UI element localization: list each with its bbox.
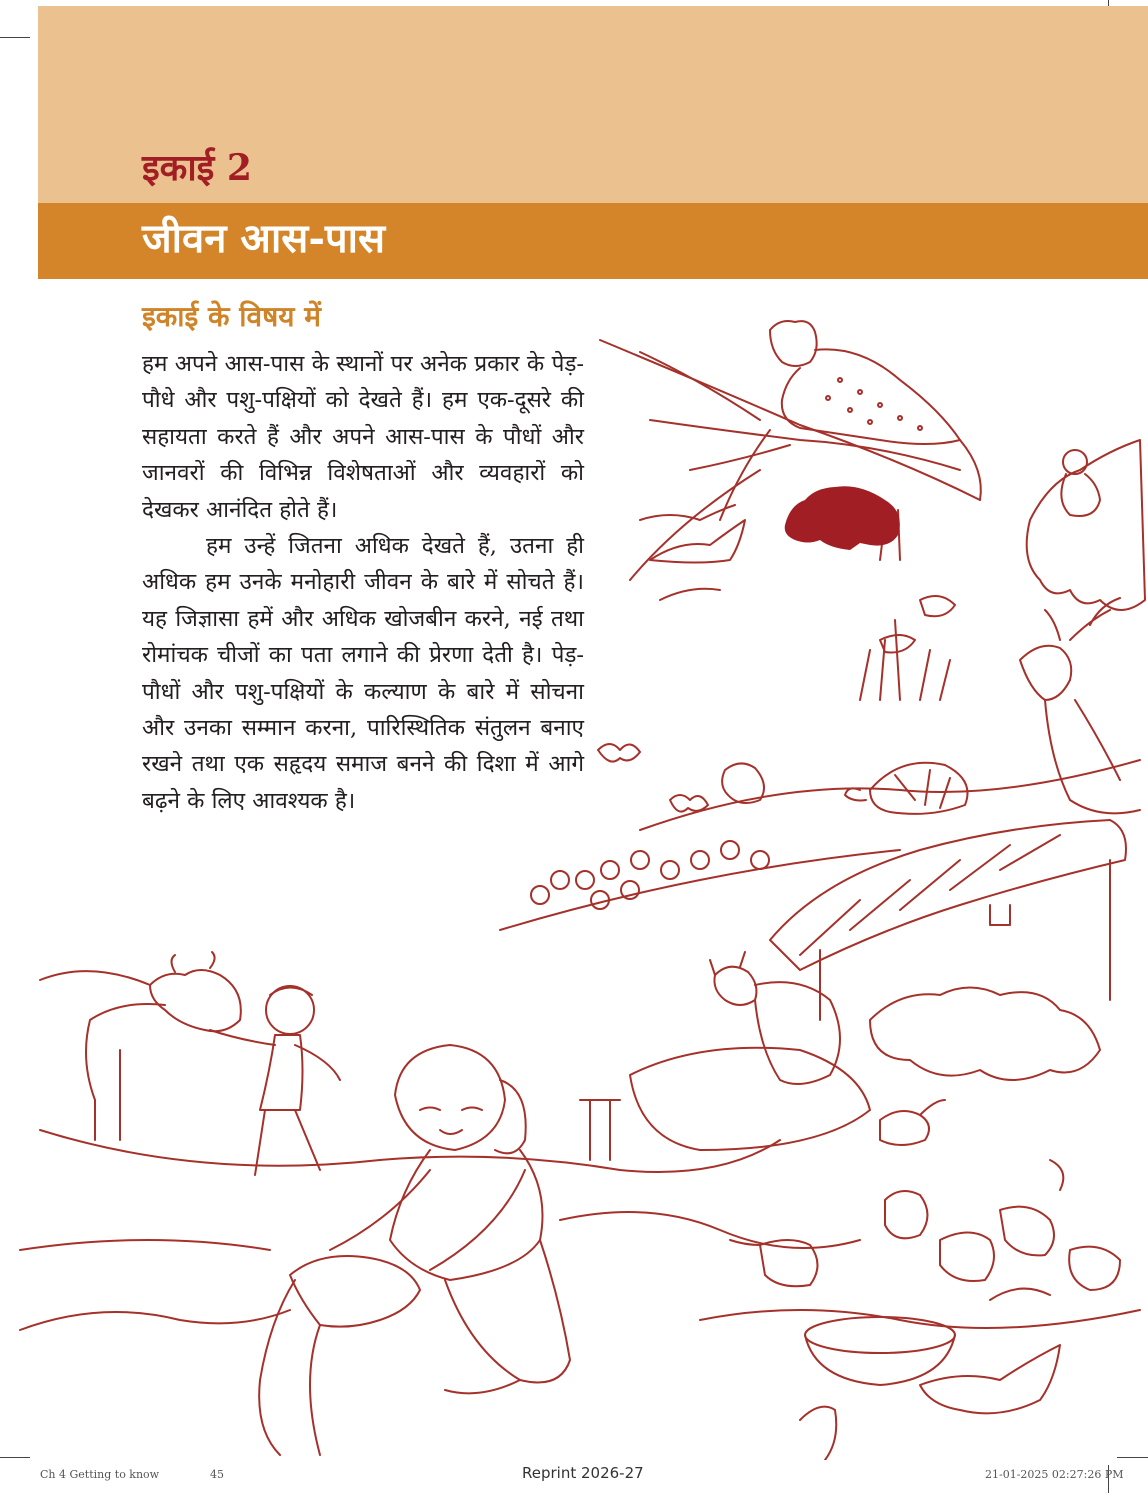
butterfly [670, 795, 708, 812]
rock [630, 1048, 870, 1150]
dog [20, 1256, 420, 1455]
butterfly [598, 744, 640, 762]
ground [20, 1240, 270, 1250]
body-text [142, 346, 584, 819]
tree-branch [690, 445, 790, 470]
hill [640, 760, 1140, 830]
fence [580, 1100, 620, 1160]
unit-title: जीवन आस-पास [142, 215, 386, 262]
yak [785, 486, 900, 550]
pecking-birds [730, 1100, 1120, 1290]
tree-branch [640, 352, 760, 420]
ground [560, 1212, 860, 1248]
deer [1020, 598, 1140, 813]
hut [770, 820, 1126, 1020]
leopard [770, 321, 981, 500]
bush [870, 988, 1100, 1081]
monkey [1061, 450, 1100, 516]
reprint-notice: Reprint 2026-27 [522, 1464, 644, 1482]
flowers [531, 841, 769, 909]
tree-branch [630, 470, 760, 580]
section-heading: इकाई के विषय में [142, 300, 321, 333]
doves [800, 1289, 1060, 1460]
footer-chapter: Ch 4 Getting to know [40, 1468, 160, 1481]
bush [1027, 440, 1145, 610]
paragraph: हम उन्हें जितना अधिक देखते हैं, उतना ही अधिक हम उनके मनोहारी जीवन के बारे में सोचते हैं। यह जिज्ञासा हमें और अधिक खोजबीन करने, नई तथा रोमांचक चीजों का पता लगाने की प्रेरणा देती है। पेड़-पौधों और पशु-पक्षियों के कल्याण के बारे में सोचना और उनका सम्मान करना, पारिस्थितिक संतुलन बनाए रखने तथा एक सहृदय समाज बनने की दिशा में आगे बढ़ने के लिए आवश्यक है। [142, 533, 584, 814]
ground [40, 1130, 780, 1172]
cow [40, 952, 241, 1140]
small-bird [920, 596, 955, 616]
water-bowl [805, 1317, 955, 1385]
unit-label: इकाई 2 [142, 147, 252, 189]
girl [330, 1045, 570, 1393]
footer-timestamp: 21-01-2025 02:27:26 PM [985, 1468, 1124, 1481]
boy [210, 986, 340, 1175]
tree-branch [720, 430, 770, 520]
footer-page-number: 45 [210, 1468, 224, 1481]
paragraph: हम अपने आस-पास के स्थानों पर अनेक प्रकार के पेड़-पौधे और पशु-पक्षियों को देखते हैं। हम एक-दूसरे की सहायता करते हैं और अपने आस-पास के पौधों और जानवरों की विभिन्न विशेषताओं और व्यवहारों को देखकर आनंदित होते हैं। [142, 351, 584, 523]
